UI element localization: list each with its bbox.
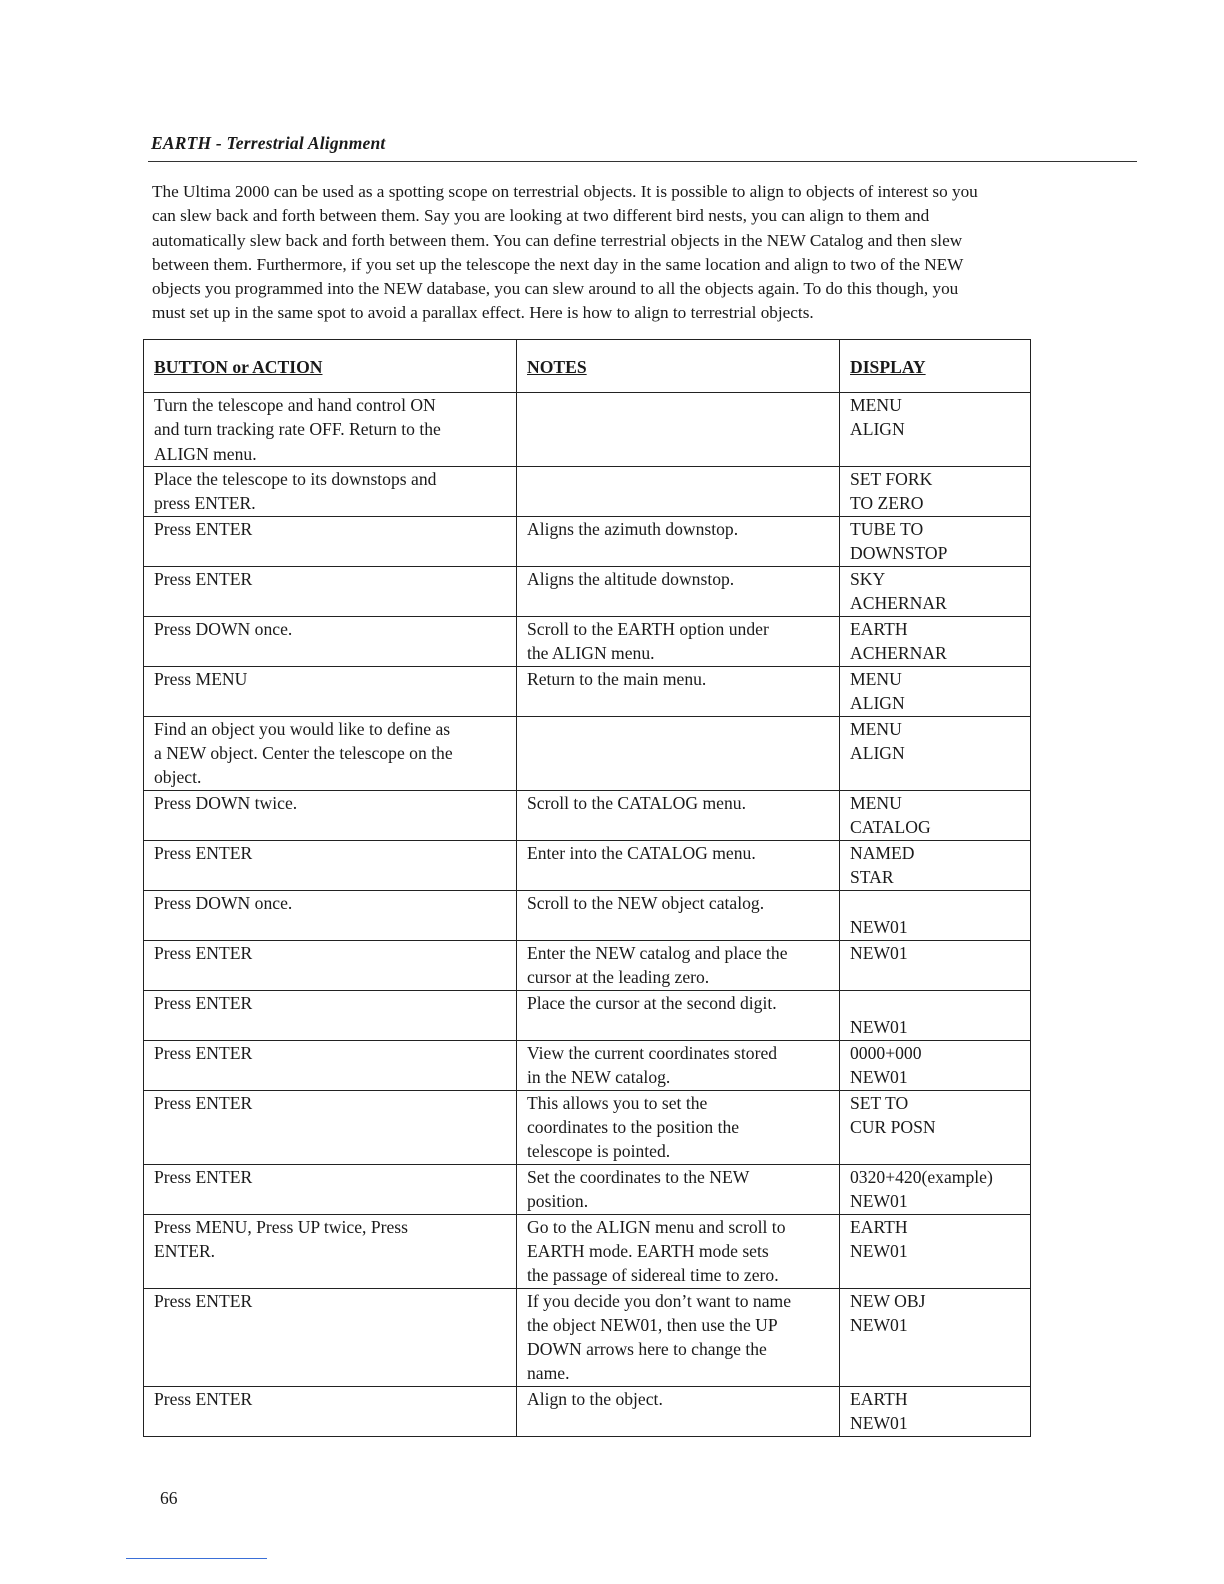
notes-line: cursor at the leading zero. [527, 967, 710, 988]
display-line: CATALOG [850, 817, 931, 838]
page-number: 66 [160, 1488, 178, 1508]
column-header-display: DISPLAY [840, 340, 1031, 393]
action-cell [144, 393, 517, 467]
display-line: 0000+000 [850, 1042, 922, 1063]
table-header-row [144, 340, 1031, 393]
notes-cell [517, 1090, 840, 1164]
table-row [144, 790, 1031, 840]
display-line: STAR [850, 867, 894, 888]
notes-line: Return to the main menu. [527, 668, 707, 689]
table-row [144, 940, 1031, 990]
action-cell [144, 616, 517, 666]
column-header-notes: NOTES [517, 340, 840, 393]
action-line: Press ENTER [154, 1388, 253, 1409]
action-line: ENTER. [154, 1240, 216, 1261]
display-line: NEW01 [850, 1413, 908, 1434]
display-cell [840, 1164, 1031, 1214]
notes-line: the object NEW01, then use the UP [527, 1314, 778, 1335]
display-line: NEW OBJ [850, 1290, 926, 1311]
notes-cell [517, 940, 840, 990]
action-cell [144, 790, 517, 840]
action-line: Press ENTER [154, 1042, 253, 1063]
notes-line: Enter into the CATALOG menu. [527, 842, 756, 863]
action-line: Press ENTER [154, 992, 253, 1013]
notes-line: Align to the object. [527, 1388, 663, 1409]
notes-line: Place the cursor at the second digit. [527, 992, 777, 1013]
table-row [144, 466, 1031, 516]
display-line: DOWNSTOP [850, 543, 948, 564]
display-line: MENU [850, 668, 902, 689]
action-line: Press ENTER [154, 1290, 253, 1311]
intro-line: objects you programmed into the NEW database, you can slew around to all the objects again. To do this though, you [152, 279, 959, 299]
notes-line: name. [527, 1363, 570, 1384]
notes-line: Set the coordinates to the NEW [527, 1166, 750, 1187]
action-line: and turn tracking rate OFF. Return to the [154, 419, 441, 440]
display-line: ALIGN [850, 419, 905, 440]
notes-line: EARTH mode. EARTH mode sets [527, 1240, 769, 1261]
display-line: NEW01 [850, 942, 908, 963]
notes-line: If you decide you don’t want to name [527, 1290, 792, 1311]
action-line: Press MENU [154, 668, 248, 689]
action-line: Press ENTER [154, 1092, 253, 1113]
notes-line: Scroll to the EARTH option under [527, 618, 769, 639]
display-cell [840, 616, 1031, 666]
table-row [144, 716, 1031, 790]
display-line: NEW01 [850, 1240, 908, 1261]
action-cell [144, 716, 517, 790]
notes-cell [517, 840, 840, 890]
display-line: MENU [850, 395, 902, 415]
action-line: Press ENTER [154, 518, 253, 539]
notes-cell [517, 890, 840, 940]
heading-divider [148, 161, 1137, 162]
notes-cell [517, 990, 840, 1040]
action-line: Find an object you would like to define as [154, 718, 451, 739]
display-cell [840, 790, 1031, 840]
notes-cell [517, 1386, 840, 1436]
display-line: NEW01 [850, 917, 908, 938]
display-line: NEW01 [850, 1314, 908, 1335]
table-row [144, 566, 1031, 616]
notes-line: Scroll to the CATALOG menu. [527, 792, 746, 813]
notes-cell [517, 466, 840, 516]
notes-line: Enter the NEW catalog and place the [527, 942, 788, 963]
intro-line: can slew back and forth between them. Say you are looking at two different bird nests, you can align to them and [152, 206, 930, 226]
action-cell [144, 1090, 517, 1164]
action-line: Press MENU, Press UP twice, Press [154, 1216, 408, 1237]
section-heading: EARTH - Terrestrial Alignment [151, 133, 386, 153]
display-line: SET TO [850, 1092, 909, 1113]
display-line: CUR POSN [850, 1117, 936, 1138]
action-line: Press DOWN once. [154, 892, 293, 913]
display-line: TO ZERO [850, 493, 924, 514]
column-header-action: BUTTON or ACTION [144, 340, 517, 393]
table-row [144, 1040, 1031, 1090]
display-cell [840, 990, 1031, 1040]
action-line: ALIGN menu. [154, 443, 257, 464]
action-cell [144, 1214, 517, 1288]
display-line [850, 991, 1026, 1015]
action-cell [144, 1288, 517, 1386]
action-cell [144, 516, 517, 566]
action-line: Press ENTER [154, 568, 253, 589]
notes-line: the ALIGN menu. [527, 643, 655, 664]
table-body [144, 393, 1031, 1437]
table-row [144, 1164, 1031, 1214]
display-cell [840, 716, 1031, 790]
action-cell [144, 890, 517, 940]
display-line: EARTH [850, 1388, 908, 1409]
action-line: Press ENTER [154, 842, 253, 863]
notes-cell [517, 393, 840, 467]
notes-cell [517, 790, 840, 840]
display-cell [840, 840, 1031, 890]
display-cell [840, 1386, 1031, 1436]
action-cell [144, 1164, 517, 1214]
alignment-steps-table [143, 339, 1031, 1437]
display-cell [840, 466, 1031, 516]
display-line: SKY [850, 568, 886, 589]
notes-line: coordinates to the position the [527, 1117, 740, 1138]
notes-cell [517, 1214, 840, 1288]
notes-line: Aligns the altitude downstop. [527, 568, 735, 589]
display-line: NEW01 [850, 1067, 908, 1088]
table-row [144, 1214, 1031, 1288]
table-row [144, 840, 1031, 890]
notes-line: Aligns the azimuth downstop. [527, 518, 739, 539]
display-line: NAMED [850, 842, 915, 863]
notes-line: in the NEW catalog. [527, 1067, 671, 1088]
action-line: Press DOWN once. [154, 618, 293, 639]
table-row [144, 890, 1031, 940]
notes-cell [517, 1164, 840, 1214]
action-cell [144, 990, 517, 1040]
action-cell [144, 666, 517, 716]
action-cell [144, 566, 517, 616]
intro-line: between them. Furthermore, if you set up the telescope the next day in the same location and align to two of the NEW [152, 254, 964, 274]
display-line: 0320+420(example) [850, 1166, 993, 1187]
notes-cell [517, 566, 840, 616]
notes-line: position. [527, 1190, 589, 1211]
display-cell [840, 516, 1031, 566]
table-row [144, 1288, 1031, 1386]
intro-line: must set up in the same spot to avoid a parallax effect. Here is how to align to terrestrial objects. [152, 303, 814, 323]
display-cell [840, 940, 1031, 990]
display-line: NEW01 [850, 1017, 908, 1038]
action-line: Place the telescope to its downstops and [154, 468, 437, 489]
action-line: Turn the telescope and hand control ON [154, 395, 436, 415]
action-cell [144, 1386, 517, 1436]
display-cell [840, 1040, 1031, 1090]
notes-line: Scroll to the NEW object catalog. [527, 892, 765, 913]
display-line [850, 891, 1026, 915]
notes-line: the passage of sidereal time to zero. [527, 1265, 779, 1286]
notes-line: View the current coordinates stored [527, 1042, 778, 1063]
table-row [144, 990, 1031, 1040]
notes-cell [517, 1288, 840, 1386]
display-cell [840, 566, 1031, 616]
action-line: press ENTER. [154, 493, 256, 514]
table-row [144, 666, 1031, 716]
notes-cell [517, 516, 840, 566]
action-cell [144, 940, 517, 990]
action-line: object. [154, 767, 202, 788]
notes-line: This allows you to set the [527, 1092, 708, 1113]
display-line: ALIGN [850, 693, 905, 714]
display-cell [840, 890, 1031, 940]
notes-cell [517, 666, 840, 716]
display-line: NEW01 [850, 1190, 908, 1211]
intro-line: automatically slew back and forth between them. You can define terrestrial objects in the NEW Catalog and then slew [152, 230, 963, 250]
action-line: a NEW object. Center the telescope on the [154, 743, 453, 764]
display-line: EARTH [850, 1216, 908, 1237]
table-row [144, 1090, 1031, 1164]
footnote-divider [126, 1558, 267, 1559]
action-line: Press ENTER [154, 1166, 253, 1187]
action-line: Press DOWN twice. [154, 792, 298, 813]
display-cell [840, 666, 1031, 716]
notes-line: telescope is pointed. [527, 1141, 671, 1162]
display-cell [840, 1090, 1031, 1164]
action-cell [144, 466, 517, 516]
table-row [144, 1386, 1031, 1436]
display-cell [840, 393, 1031, 467]
display-line: MENU [850, 718, 902, 739]
display-line: EARTH [850, 618, 908, 639]
table-row [144, 516, 1031, 566]
display-line: SET FORK [850, 468, 933, 489]
table-row [144, 393, 1031, 467]
display-line: ALIGN [850, 743, 905, 764]
table-row [144, 616, 1031, 666]
display-line: TUBE TO [850, 518, 924, 539]
notes-line: Go to the ALIGN menu and scroll to [527, 1216, 786, 1237]
display-line: ACHERNAR [850, 643, 947, 664]
action-cell [144, 840, 517, 890]
notes-line: DOWN arrows here to change the [527, 1339, 767, 1360]
display-cell [840, 1214, 1031, 1288]
intro-line: The Ultima 2000 can be used as a spotting scope on terrestrial objects. It is possible to align to objects of interest so you [152, 182, 978, 201]
action-line: Press ENTER [154, 942, 253, 963]
intro-paragraph [152, 180, 1132, 326]
notes-cell [517, 716, 840, 790]
display-cell [840, 1288, 1031, 1386]
action-cell [144, 1040, 517, 1090]
notes-cell [517, 616, 840, 666]
notes-cell [517, 1040, 840, 1090]
display-line: MENU [850, 792, 902, 813]
display-line: ACHERNAR [850, 593, 947, 614]
